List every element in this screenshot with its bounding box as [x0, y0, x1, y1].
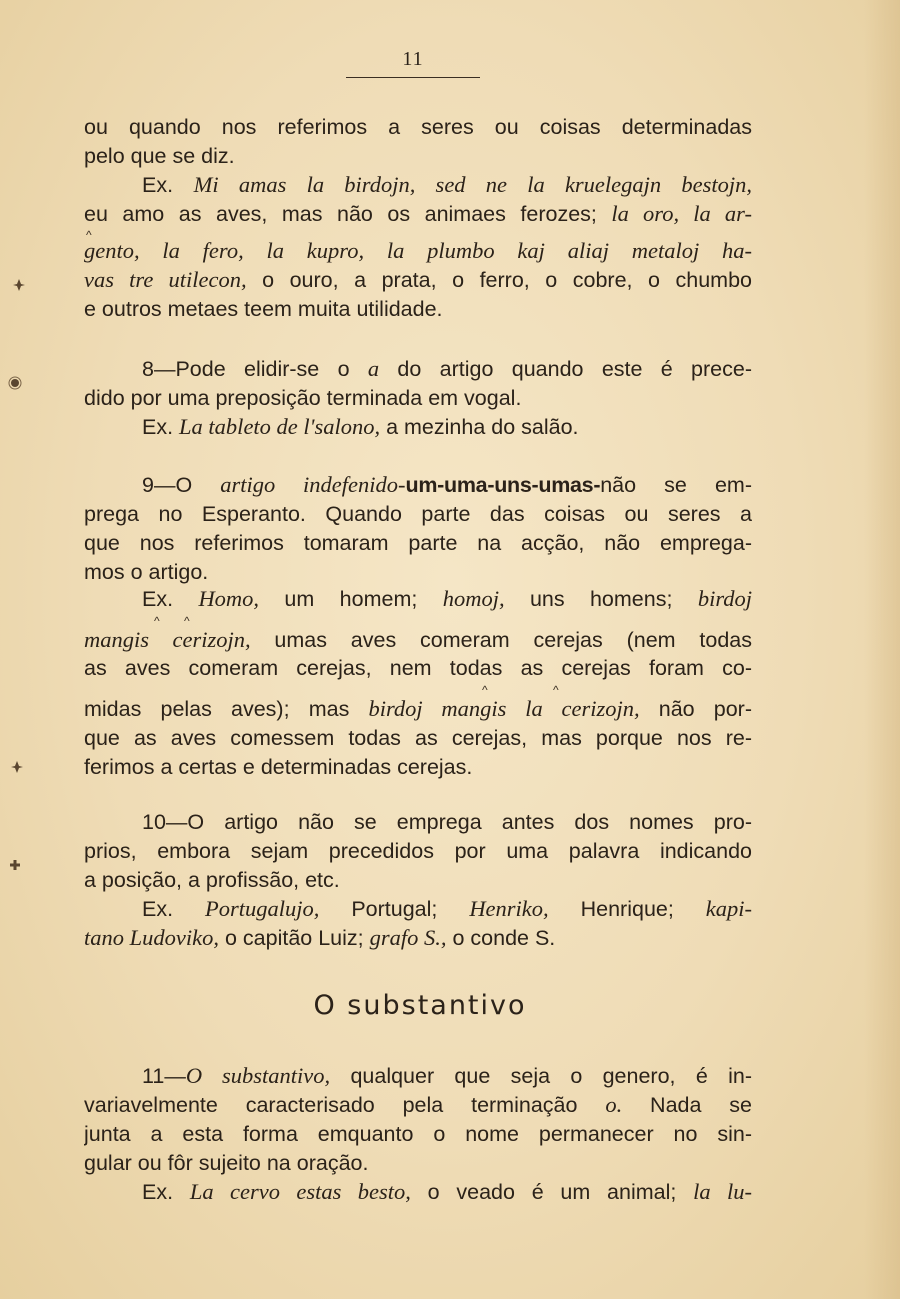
line-text: e outros metaes teem muita utilidade.: [84, 297, 443, 321]
text-line: [142, 584, 752, 614]
line-text: Ex.: [142, 415, 180, 439]
esperanto-text: Portugalujo,: [205, 896, 320, 921]
esperanto-text: la lu-: [693, 1179, 752, 1204]
text-line: [84, 723, 752, 753]
text-line: [84, 112, 752, 142]
header-rule: [346, 77, 480, 78]
text-line: [84, 865, 752, 895]
text-line: [84, 923, 752, 953]
text-line: [84, 653, 752, 683]
line-text: eu amo as aves, mas não os animaes ferozes;: [84, 202, 612, 226]
esperanto-text: La cervo estas besto,: [189, 1179, 411, 1204]
esperanto-text: birdoj: [697, 586, 752, 611]
line-text: que as aves comessem todas as cerejas, mas porque nos re-: [84, 726, 752, 750]
line-text: mos o artigo.: [84, 560, 209, 584]
esperanto-text: artigo indefenido-: [220, 472, 406, 497]
line-text: Ex.: [142, 173, 194, 197]
line-text: dido por uma preposição terminada em vogal.: [84, 386, 522, 410]
esperanto-text: La tableto de l'salono,: [179, 414, 381, 439]
text-line: [142, 1177, 752, 1207]
line-text: Portugal;: [319, 897, 470, 921]
text-line: [84, 1119, 752, 1149]
circumflex-mark: ^: [184, 614, 190, 628]
line-text: junta a esta forma emquanto o nome permanecer no sin-: [84, 1122, 752, 1146]
margin-ornament-icon: [8, 858, 22, 872]
text-line: [84, 141, 752, 171]
text-line: [142, 412, 752, 442]
line-text: 8—Pode elidir-se o: [142, 357, 368, 381]
line-text: o capitão Luiz;: [219, 926, 370, 950]
line-text: que nos referimos tomaram parte na acção, não emprega-: [84, 531, 752, 555]
line-text: midas pelas aves); mas: [84, 697, 369, 721]
line-text: a posição, a profissão, etc.: [84, 868, 340, 892]
line-text: 10—O artigo não se emprega antes dos nomes pro-: [142, 810, 752, 834]
text-line: [84, 752, 752, 782]
line-text: o ouro, a prata, o ferro, o cobre, o chumbo: [246, 268, 752, 292]
line-text: 11—: [142, 1064, 186, 1088]
text-line: [142, 470, 752, 500]
esperanto-text: mangis cerizojn,: [84, 627, 251, 652]
esperanto-text: homoj,: [442, 586, 505, 611]
esperanto-text: o.: [605, 1092, 623, 1117]
line-text: pelo que se diz.: [84, 144, 235, 168]
line-text: ou quando nos referimos a seres ou coisas determinadas: [84, 115, 752, 139]
esperanto-text: grafo S.,: [369, 925, 447, 950]
circumflex-mark: ^: [482, 683, 488, 697]
line-text: gular ou fôr sujeito na oração.: [84, 1151, 369, 1175]
margin-ornament-icon: [8, 376, 22, 390]
text-line: [84, 236, 752, 266]
margin-ornament-icon: [12, 278, 26, 292]
esperanto-text: a: [367, 356, 380, 381]
text-line: [142, 1061, 752, 1091]
line-text: ferimos a certas e determinadas cerejas.: [84, 755, 473, 779]
line-text: do artigo quando este é prece-: [379, 357, 752, 381]
esperanto-text: tano Ludoviko,: [84, 925, 219, 950]
text-line: [84, 294, 752, 324]
bold-text: um-uma-uns-umas-: [405, 473, 601, 497]
esperanto-text: O substantivo,: [185, 1063, 331, 1088]
circumflex-mark: ^: [154, 614, 160, 628]
esperanto-text: Henriko,: [469, 896, 549, 921]
line-text: prega no Esperanto. Quando parte das coisas ou seres a: [84, 502, 752, 526]
esperanto-text: gento, la fero, la kupro, la plumbo kaj aliaj metaloj ha-: [84, 238, 752, 263]
esperanto-text: vas tre utilecon,: [84, 267, 247, 292]
text-line: [84, 557, 752, 587]
line-text: o conde S.: [446, 926, 556, 950]
line-text: Nada se: [622, 1093, 752, 1117]
circumflex-mark: ^: [553, 683, 559, 697]
text-line: [142, 894, 752, 924]
text-line: [84, 694, 752, 724]
text-line: [84, 383, 752, 413]
line-text: não por-: [639, 697, 752, 721]
text-line: [142, 170, 752, 200]
esperanto-text: Mi amas la birdojn, sed ne la kruelegajn bestojn,: [193, 172, 752, 197]
line-text: Ex.: [142, 1180, 190, 1204]
line-text: umas aves comeram cerejas (nem todas: [250, 628, 752, 652]
line-text: um homem;: [259, 587, 443, 611]
text-line: [84, 625, 752, 655]
text-line: [84, 1090, 752, 1120]
page-number: 11: [402, 48, 424, 70]
line-text: qualquer que seja o genero, é in-: [330, 1064, 752, 1088]
text-line: [84, 199, 752, 229]
line-text: Ex.: [142, 897, 205, 921]
esperanto-text: la oro, la ar-: [611, 201, 752, 226]
section-heading: O substantivo: [313, 990, 527, 1021]
text-line: [84, 836, 752, 866]
line-text: uns homens;: [504, 587, 698, 611]
text-line: [84, 1148, 752, 1178]
text-line: [142, 354, 752, 384]
line-text: a mezinha do salão.: [380, 415, 579, 439]
line-text: prios, embora sejam precedidos por uma palavra indicando: [84, 839, 752, 863]
line-text: Ex.: [142, 587, 199, 611]
circumflex-mark: ^: [86, 228, 92, 242]
esperanto-text: kapi-: [705, 896, 752, 921]
esperanto-text: birdoj mangis la cerizojn,: [368, 696, 640, 721]
esperanto-text: Homo,: [198, 586, 260, 611]
line-text: o veado é um animal;: [410, 1180, 694, 1204]
line-text: Henrique;: [548, 897, 706, 921]
line-text: variavelmente caracterisado pela terminação: [84, 1093, 606, 1117]
margin-ornament-icon: [10, 760, 24, 774]
text-line: [84, 499, 752, 529]
text-line: [84, 265, 752, 295]
line-text: as aves comeram cerejas, nem todas as cerejas foram co-: [84, 656, 752, 680]
text-line: [84, 528, 752, 558]
text-line: [142, 807, 752, 837]
line-text: não se em-: [600, 473, 752, 497]
line-text: 9—O: [142, 473, 221, 497]
page-edge-shading: [864, 0, 900, 1299]
